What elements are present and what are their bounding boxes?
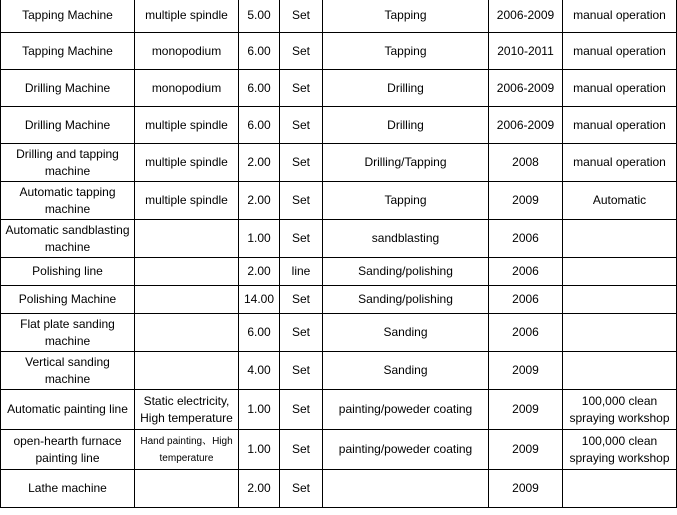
- process: Sanding: [323, 314, 489, 352]
- spindle-type: Hand painting、High temperature: [135, 430, 239, 470]
- quantity: 6.00: [239, 314, 280, 352]
- quantity: 5.00: [239, 0, 280, 33]
- spindle-type: multiple spindle: [135, 107, 239, 144]
- process: sandblasting: [323, 220, 489, 258]
- table-row: [1, 220, 677, 258]
- process: painting/poweder coating: [323, 430, 489, 470]
- operation-mode: 100,000 clean spraying workshop: [563, 390, 677, 430]
- equipment-name: Drilling Machine: [1, 107, 135, 144]
- operation-mode: manual operation: [563, 0, 677, 33]
- table-row: [1, 314, 677, 352]
- process: Drilling: [323, 70, 489, 107]
- table-row: [1, 33, 677, 70]
- spindle-type: monopodium: [135, 70, 239, 107]
- quantity: 1.00: [239, 220, 280, 258]
- unit: Set: [280, 70, 323, 107]
- quantity: 6.00: [239, 107, 280, 144]
- year: 2009: [489, 430, 563, 470]
- year: 2009: [489, 390, 563, 430]
- unit: Set: [280, 33, 323, 70]
- operation-mode: [563, 314, 677, 352]
- year: 2006: [489, 314, 563, 352]
- spindle-type: [135, 258, 239, 286]
- unit: Set: [280, 182, 323, 220]
- table-row: [1, 182, 677, 220]
- process: Tapping: [323, 33, 489, 70]
- table-row: [1, 390, 677, 430]
- process: Drilling: [323, 107, 489, 144]
- unit: Set: [280, 470, 323, 508]
- table-row: [1, 107, 677, 144]
- equipment-name: Automatic painting line: [1, 390, 135, 430]
- equipment-name: Flat plate sanding machine: [1, 314, 135, 352]
- quantity: 2.00: [239, 182, 280, 220]
- operation-mode: [563, 286, 677, 314]
- table-row: [1, 286, 677, 314]
- year: 2006: [489, 258, 563, 286]
- operation-mode: Automatic: [563, 182, 677, 220]
- spindle-type: monopodium: [135, 33, 239, 70]
- quantity: 4.00: [239, 352, 280, 390]
- process: Tapping: [323, 0, 489, 33]
- spindle-type: [135, 470, 239, 508]
- operation-mode: [563, 470, 677, 508]
- table-row: [1, 144, 677, 182]
- year: 2006: [489, 286, 563, 314]
- spindle-type: multiple spindle: [135, 0, 239, 33]
- equipment-name: open-hearth furnace painting line: [1, 430, 135, 470]
- process: Drilling/Tapping: [323, 144, 489, 182]
- process: Sanding/polishing: [323, 258, 489, 286]
- quantity: 14.00: [239, 286, 280, 314]
- unit: Set: [280, 220, 323, 258]
- unit: Set: [280, 144, 323, 182]
- spindle-type: [135, 286, 239, 314]
- quantity: 1.00: [239, 430, 280, 470]
- year: 2008: [489, 144, 563, 182]
- table-row: [1, 70, 677, 107]
- unit: Set: [280, 390, 323, 430]
- operation-mode: 100,000 clean spraying workshop: [563, 430, 677, 470]
- year: 2009: [489, 470, 563, 508]
- operation-mode: manual operation: [563, 144, 677, 182]
- equipment-name: Lathe machine: [1, 470, 135, 508]
- table-row: [1, 352, 677, 390]
- operation-mode: [563, 352, 677, 390]
- operation-mode: manual operation: [563, 70, 677, 107]
- spindle-type: Static electricity, High temperature: [135, 390, 239, 430]
- year: 2010-2011: [489, 33, 563, 70]
- operation-mode: manual operation: [563, 107, 677, 144]
- unit: line: [280, 258, 323, 286]
- unit: Set: [280, 314, 323, 352]
- unit: Set: [280, 352, 323, 390]
- quantity: 6.00: [239, 70, 280, 107]
- equipment-name: Drilling Machine: [1, 70, 135, 107]
- unit: Set: [280, 430, 323, 470]
- process: [323, 470, 489, 508]
- table-row: [1, 258, 677, 286]
- unit: Set: [280, 107, 323, 144]
- spindle-type: [135, 220, 239, 258]
- quantity: 1.00: [239, 390, 280, 430]
- year: 2009: [489, 182, 563, 220]
- year: 2009: [489, 352, 563, 390]
- quantity: 2.00: [239, 470, 280, 508]
- unit: Set: [280, 0, 323, 33]
- equipment-name: Automatic tapping machine: [1, 182, 135, 220]
- table-row: [1, 0, 677, 33]
- equipment-name: Drilling and tapping machine: [1, 144, 135, 182]
- quantity: 6.00: [239, 33, 280, 70]
- year: 2006-2009: [489, 107, 563, 144]
- table-row: [1, 470, 677, 508]
- equipment-name: Tapping Machine: [1, 33, 135, 70]
- year: 2006-2009: [489, 0, 563, 33]
- equipment-name: Polishing line: [1, 258, 135, 286]
- equipment-name: Automatic sandblasting machine: [1, 220, 135, 258]
- spindle-type: multiple spindle: [135, 182, 239, 220]
- equipment-name: Vertical sanding machine: [1, 352, 135, 390]
- operation-mode: [563, 220, 677, 258]
- year: 2006-2009: [489, 70, 563, 107]
- quantity: 2.00: [239, 258, 280, 286]
- spindle-type: [135, 314, 239, 352]
- year: 2006: [489, 220, 563, 258]
- process: Sanding: [323, 352, 489, 390]
- operation-mode: manual operation: [563, 33, 677, 70]
- process: Tapping: [323, 182, 489, 220]
- unit: Set: [280, 286, 323, 314]
- spindle-type: multiple spindle: [135, 144, 239, 182]
- spindle-type: [135, 352, 239, 390]
- equipment-name: Tapping Machine: [1, 0, 135, 33]
- equipment-name: Polishing Machine: [1, 286, 135, 314]
- quantity: 2.00: [239, 144, 280, 182]
- process: Sanding/polishing: [323, 286, 489, 314]
- operation-mode: [563, 258, 677, 286]
- process: painting/poweder coating: [323, 390, 489, 430]
- table-row: [1, 430, 677, 470]
